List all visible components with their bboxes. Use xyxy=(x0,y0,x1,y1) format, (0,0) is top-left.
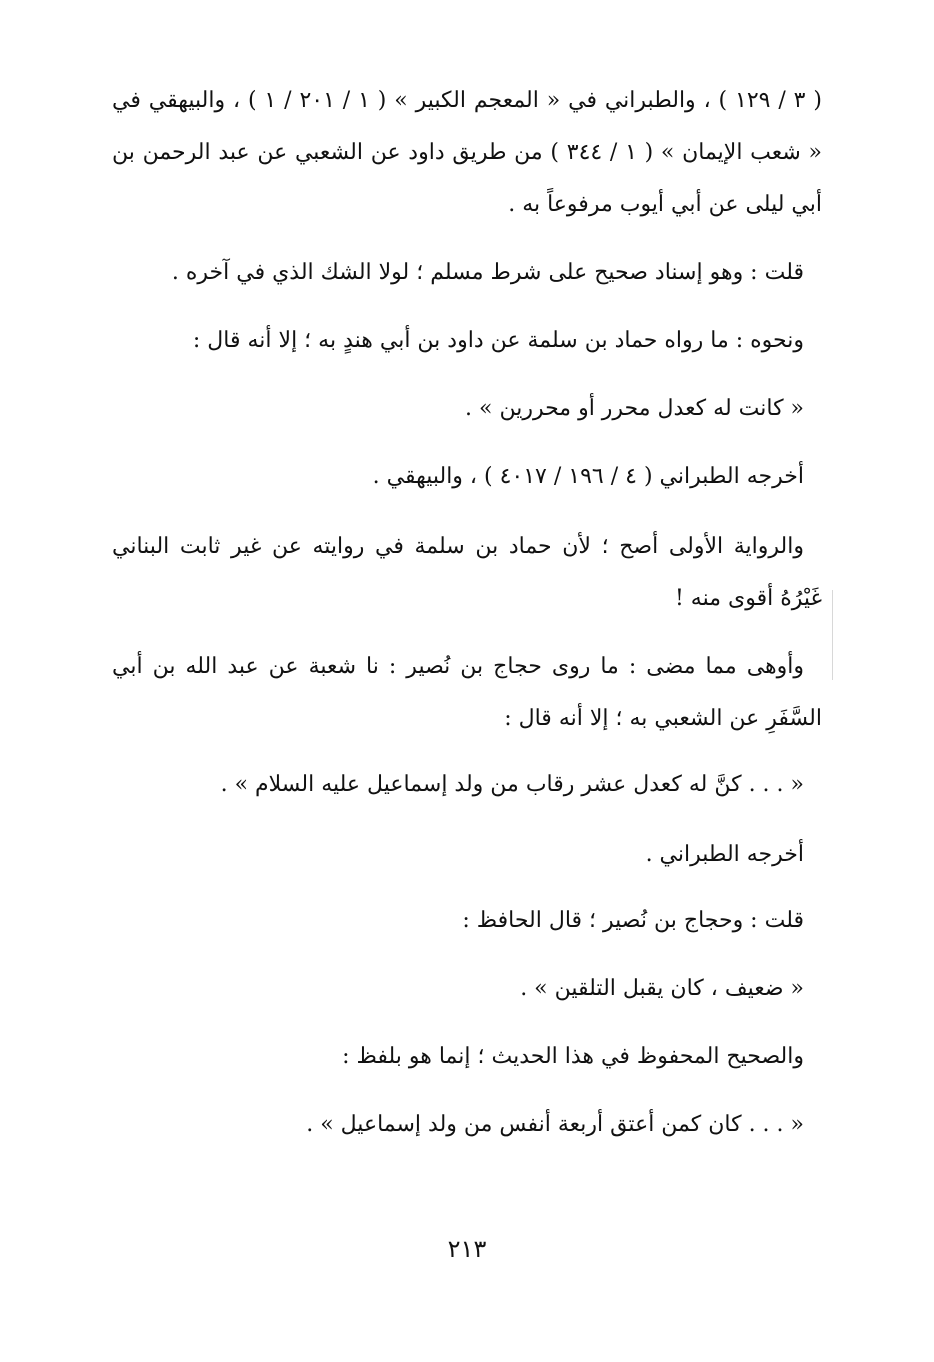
text-line-8: غَيْرُهُ أقوى منه ! xyxy=(674,586,822,611)
text-line-2: « شعب الإيمان » ( ١ / ٣٤٤ ) من طريق داود عن الشعبي عن عبد الرحمن بن xyxy=(112,140,822,165)
text-line-3: أبي ليلى عن أبي أيوب مرفوعاً به . xyxy=(508,192,822,217)
margin-mark xyxy=(832,590,833,680)
text-line-6: أخرجه الطبراني ( ٤ / ١٩٦ / ٤٠١٧ ) ، والبيهقي . xyxy=(372,464,804,489)
quote-line-2: « . . . كنَّ له كعدل عشر رقاب من ولد إسماعيل عليه السلام » . xyxy=(220,772,804,797)
text-line-13: والصحيح المحفوظ في هذا الحديث ؛ إنما هو بلفظ : xyxy=(342,1044,804,1069)
quote-line-1: « كانت له كعدل محرر أو محررين » . xyxy=(465,396,804,421)
quote-line-4: « . . . كان كمن أعتق أربعة أنفس من ولد إسماعيل » . xyxy=(306,1112,804,1137)
text-line-10: السَّفَرِ عن الشعبي به ؛ إلا أنه قال : xyxy=(504,706,822,731)
text-line-4: قلت : وهو إسناد صحيح على شرط مسلم ؛ لولا الشك الذي في آخره . xyxy=(171,260,804,285)
text-line-9: وأوهى مما مضى : ما روى حجاج بن نُصير : نا شعبة عن عبد الله بن أبي xyxy=(112,654,804,679)
text-line-12: قلت : وحجاج بن نُصير ؛ قال الحافظ : xyxy=(462,908,804,933)
quote-line-3: « ضعيف ، كان يقبل التلقين » . xyxy=(520,976,804,1001)
text-line-11: أخرجه الطبراني . xyxy=(645,842,804,867)
page-number: ٢١٣ xyxy=(447,1235,487,1263)
text-line-7: والرواية الأولى أصح ؛ لأن حماد بن سلمة في روايته عن غير ثابت البناني xyxy=(112,534,804,559)
text-line-5: ونحوه : ما رواه حماد بن سلمة عن داود بن أبي هندٍ به ؛ إلا أنه قال : xyxy=(192,328,804,353)
text-line-1: ( ٣ / ١٢٩ ) ، والطبراني في « المعجم الكبير » ( ١ / ٢٠١ / ١ ) ، والبيهقي في xyxy=(112,88,822,113)
